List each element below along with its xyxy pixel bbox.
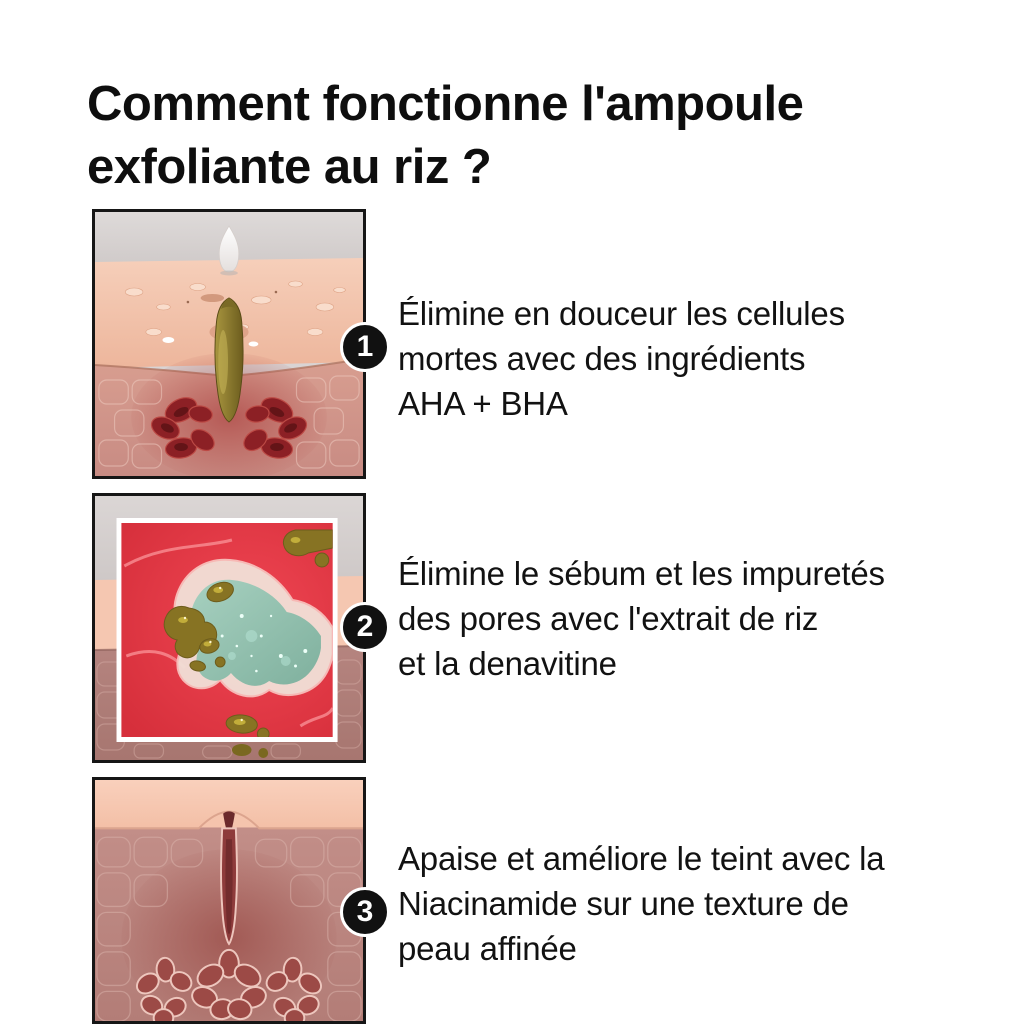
step-1-line: mortes avec des ingrédients [398, 340, 806, 377]
step-1-line: AHA + BHA [398, 385, 568, 422]
step-3-illustration-panel [92, 777, 366, 1024]
pore-closeup-rice-extract-illustration [95, 496, 363, 760]
step-3-description [398, 836, 958, 971]
page-title-line: exfoliante au riz ? [87, 139, 492, 194]
step-1-illustration-panel [92, 209, 366, 479]
step-1-line: Élimine en douceur les cellules [398, 295, 845, 332]
step-2-illustration-panel [92, 493, 366, 763]
step-1-description [398, 291, 958, 426]
step-2-description [398, 551, 958, 686]
step-3-line: Apaise et améliore le teint avec la [398, 840, 885, 877]
step-number: 1 [356, 330, 374, 363]
step-2-line: des pores avec l'extrait de riz [398, 600, 819, 637]
page-title [87, 73, 947, 199]
smooth-skin-cross-section-illustration [95, 780, 363, 1021]
step-number: 2 [356, 610, 374, 643]
step-number: 3 [356, 895, 374, 928]
step-2-number-badge [340, 602, 390, 652]
step-2-line: et la denavitine [398, 645, 617, 682]
step-2-line: Élimine le sébum et les impuretés [398, 555, 885, 592]
step-3-line: peau affinée [398, 930, 577, 967]
page-title-line: Comment fonctionne l'ampoule [87, 76, 804, 131]
step-3-line: Niacinamide sur une texture de [398, 885, 849, 922]
step-3-number-badge [340, 887, 390, 937]
step-1-number-badge [340, 322, 390, 372]
skin-cross-section-sebum-plug-illustration [95, 212, 363, 476]
